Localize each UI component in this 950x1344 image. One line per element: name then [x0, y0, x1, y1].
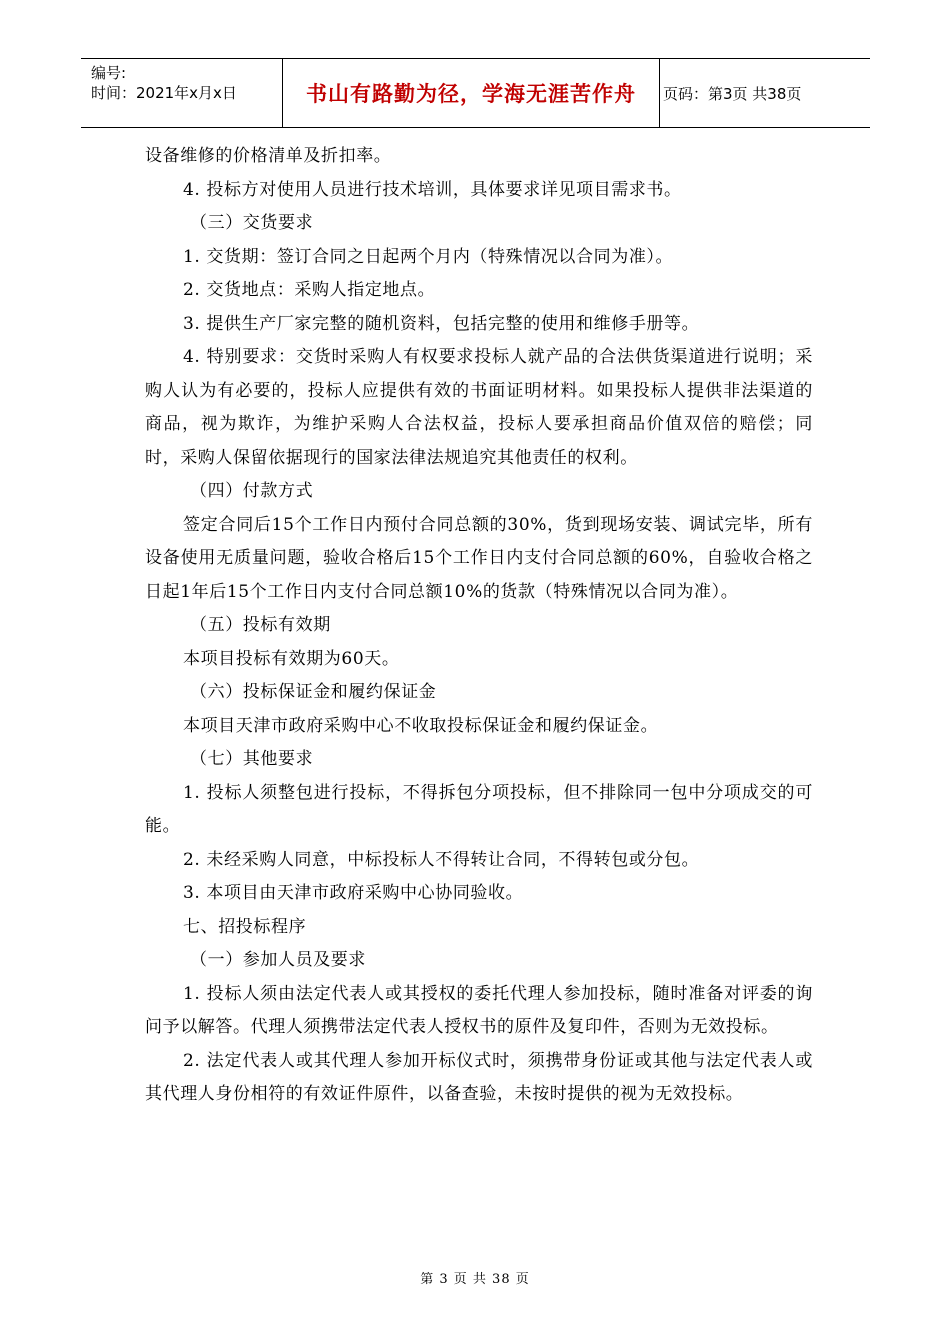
paragraph: 4. 特别要求：交货时采购人有权要求投标人就产品的合法供货渠道进行说明；采购人认为有必要的，投标人应提供有效的书面证明材料。如果投标人提供非法渠道的商品，视为欺诈，为维护采购人合法权益，投标人要承担商品价值双倍的赔偿；同时，采购人保留依据现行的国家法律法规追究其他责任的权利。 — [145, 347, 813, 468]
document-number-label: 编号: — [91, 64, 127, 82]
header-meta — [91, 63, 286, 103]
paragraph: （五）投标有效期 — [190, 615, 331, 635]
document-time-label: 时间：2021年x月x日 — [91, 84, 237, 102]
paragraph: 签定合同后15个工作日内预付合同总额的30%，货到现场安装、调试完毕，所有设备使用无质量问题，验收合格后15个工作日内支付合同总额的60%，自验收合格之日起1年后15个工作日内支付合同总额10%的货款（特殊情况以合同为准）。 — [145, 514, 813, 602]
paragraph: （四）付款方式 — [190, 481, 314, 501]
page-footer: 第 3 页 共 38 页 — [420, 1272, 530, 1287]
paragraph: 1. 交货期：签订合同之日起两个月内（特殊情况以合同为准）。 — [183, 246, 674, 267]
paragraph: （六）投标保证金和履约保证金 — [190, 682, 437, 702]
paragraph: 设备维修的价格清单及折扣率。 — [145, 146, 392, 166]
paragraph: （七）其他要求 — [190, 749, 314, 769]
paragraph: （三）交货要求 — [190, 213, 314, 233]
paragraph: 2. 未经采购人同意，中标投标人不得转让合同，不得转包或分包。 — [183, 849, 700, 870]
paragraph: 1. 投标人须由法定代表人或其授权的委托代理人参加投标，随时准备对评委的询问予以解答。代理人须携带法定代表人授权书的原件及复印件，否则为无效投标。 — [145, 983, 813, 1037]
paragraph: 3. 提供生产厂家完整的随机资料，包括完整的使用和维修手册等。 — [183, 313, 700, 334]
paragraph: 4. 投标方对使用人员进行技术培训，具体要求详见项目需求书。 — [183, 179, 682, 200]
header-motto: 书山有路勤为径，学海无涯苦作舟 — [282, 59, 660, 127]
paragraph: 本项目天津市政府采购中心不收取投标保证金和履约保证金。 — [183, 715, 659, 736]
paragraph: 本项目投标有效期为60天。 — [183, 648, 400, 669]
paragraph: （一）参加人员及要求 — [190, 950, 366, 970]
paragraph: 1. 投标人须整包进行投标，不得拆包分项投标，但不排除同一包中分项成交的可能。 — [145, 782, 813, 836]
paragraph: 2. 交货地点：采购人指定地点。 — [183, 280, 436, 300]
paragraph: 七、招投标程序 — [183, 916, 307, 937]
header-page-info: 页码：第3页 共38页 — [663, 84, 802, 103]
paragraph: 3. 本项目由天津市政府采购中心协同验收。 — [183, 883, 524, 903]
document-body — [145, 140, 813, 1112]
paragraph: 2. 法定代表人或其代理人参加开标仪式时，须携带身份证或其他与法定代表人或其代理人身份相符的有效证件原件，以备查验，未按时提供的视为无效投标。 — [145, 1050, 813, 1104]
page-header — [81, 58, 870, 128]
